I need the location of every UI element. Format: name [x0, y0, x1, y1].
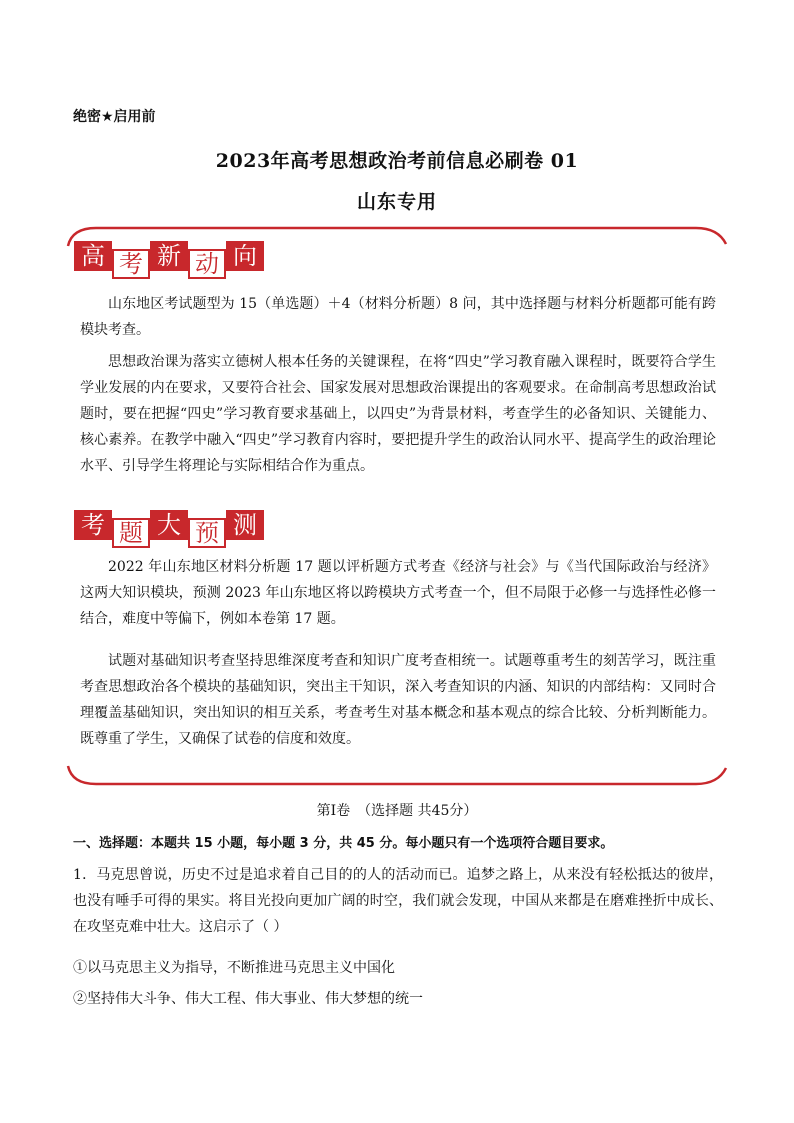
banner-char: 测 [226, 510, 264, 540]
section-instructions: 一、选择题：本题共 15 小题，每小题 3 分，共 45 分。每小题只有一个选项符合题目要求。 [73, 836, 614, 851]
page-title: 2023年高考思想政治考前信息必刷卷 01 [215, 150, 579, 172]
banner-char: 预 [188, 518, 226, 548]
question-1-option: ①以马克思主义为指导，不断推进马克思主义中国化 [73, 960, 395, 976]
trends-paragraph: 山东地区考试题型为 15（单选题）＋4（材料分析题）8 问，其中选择题与材料分析题都可能有跨模块考查。 [80, 296, 716, 338]
secret-mark: 绝密★启用前 [73, 109, 156, 125]
prediction-paragraph: 试题对基础知识考查坚持思维深度考查和知识广度考查相统一。试题尊重考生的刻苦学习，既注重考查思想政治各个模块的基础知识，突出主干知识，深入考查知识的内涵、知识的内部结构：又同时合理覆盖基础知识，突出知识的相互关系，考查考生对基本概念和基本观点的综合比较、分析判断能力。既尊重了学生，又确保了试卷的信度和效度。 [80, 653, 716, 747]
banner-char: 高 [74, 241, 112, 271]
prediction-paragraph: 2022 年山东地区材料分析题 17 题以评析题方式考查《经济与社会》与《当代国际政治与经济》这两大知识模块，预测 2023 年山东地区将以跨模块方式考查一个，但不局限于必修一与选择性必修一结合，难度中等偏下，例如本卷第 17 题。 [80, 559, 716, 627]
banner-char: 考 [112, 249, 150, 279]
banner-char: 动 [188, 249, 226, 279]
question-1-option: ②坚持伟大斗争、伟大工程、伟大事业、伟大梦想的统一 [73, 991, 423, 1007]
banner-char: 大 [150, 510, 188, 540]
banner-new-trends [74, 242, 264, 278]
banner-char: 考 [74, 510, 112, 540]
banner-char: 向 [226, 241, 264, 271]
banner-predictions [74, 511, 264, 547]
frame-bottom-curve [66, 764, 730, 788]
trends-paragraph: 思想政治课为落实立德树人根本任务的关键课程，在将“四史”学习教育融入课程时，既要符合学生学业发展的内在要求，又要符合社会、国家发展对思想政治课提出的客观要求。在命制高考思想政治试题时，要在把握“四史”学习教育要求基础上，以四史”为背景材料，考查学生的必备知识、关键能力、核心素养。在教学中融入“四史”学习教育内容时，要把提升学生的政治认同水平、提高学生的政治理论水平、引导学生将理论与实际相结合作为重点。 [80, 354, 716, 474]
banner-char: 新 [150, 241, 188, 271]
banner-char: 题 [112, 518, 150, 548]
question-1-stem: 1．马克思曾说，历史不过是追求着自己目的的人的活动而已。追梦之路上，从来没有轻松抵达的彼岸，也没有唾手可得的果实。将目光投向更加广阔的时空，我们就会发现，中国从来都是在磨难挫折中成长、在攻坚克难中壮大。这启示了（ ） [73, 867, 723, 935]
section-heading: 第Ⅰ卷 （选择题 共45分） [316, 803, 478, 819]
page-subtitle: 山东专用 [356, 191, 437, 213]
